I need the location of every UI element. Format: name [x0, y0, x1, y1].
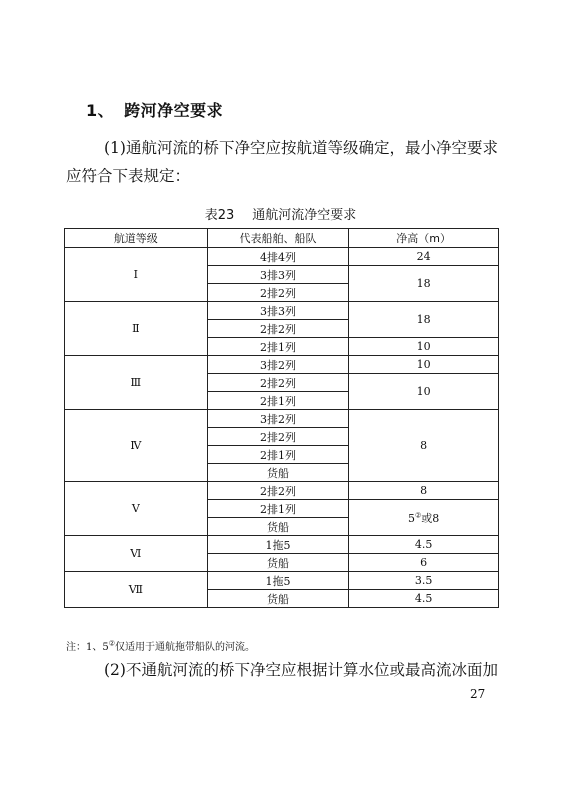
vessel-cell: 货船 — [207, 464, 349, 482]
table-body — [65, 248, 499, 608]
navigation-clearance-table — [64, 228, 499, 608]
table-caption-number: 表23 — [204, 208, 235, 223]
vessel-cell: 2排2列 — [207, 428, 349, 446]
height-cell: 24 — [349, 248, 499, 266]
height-suffix: 或8 — [421, 511, 440, 525]
vessel-cell: 2排1列 — [207, 446, 349, 464]
vessel-cell: 2排2列 — [207, 482, 349, 500]
vessel-cell: 2排2列 — [207, 284, 349, 302]
height-cell: 10 — [349, 374, 499, 410]
table-note — [66, 638, 255, 653]
grade-cell: Ⅰ — [65, 248, 208, 302]
height-cell: 10 — [349, 356, 499, 374]
table-row — [65, 410, 499, 428]
header-height: 净高（m） — [349, 229, 499, 248]
height-cell — [349, 500, 499, 536]
vessel-cell: 1拖5 — [207, 536, 349, 554]
vessel-cell: 3排3列 — [207, 266, 349, 284]
section-number: 1、 — [86, 101, 115, 120]
vessel-cell: 货船 — [207, 554, 349, 572]
height-cell: 18 — [349, 266, 499, 302]
vessel-cell: 3排2列 — [207, 410, 349, 428]
table-row — [65, 302, 499, 320]
vessel-cell: 2排1列 — [207, 392, 349, 410]
vessel-cell: 4排4列 — [207, 248, 349, 266]
height-cell: 8 — [349, 482, 499, 500]
page-number: 27 — [470, 687, 486, 701]
header-vessel: 代表船舶、船队 — [207, 229, 349, 248]
table-row — [65, 536, 499, 554]
vessel-cell: 3排2列 — [207, 356, 349, 374]
note-prefix: 注：1、5 — [66, 642, 109, 653]
table-row — [65, 482, 499, 500]
height-cell: 18 — [349, 302, 499, 338]
paragraph-2: (2)不通航河流的桥下净空应根据计算水位或最高流冰面加 — [104, 661, 498, 679]
grade-cell: Ⅲ — [65, 356, 208, 410]
height-cell: 4.5 — [349, 536, 499, 554]
height-cell: 10 — [349, 338, 499, 356]
vessel-cell: 2排2列 — [207, 374, 349, 392]
height-value: 5 — [408, 511, 416, 525]
header-grade: 航道等级 — [65, 229, 208, 248]
table-caption-title: 通航河流净空要求 — [252, 208, 357, 223]
grade-cell: Ⅶ — [65, 572, 208, 608]
section-heading — [86, 98, 223, 121]
note-text: 仅适用于通航拖带船队的河流。 — [115, 642, 256, 653]
vessel-cell: 2排2列 — [207, 320, 349, 338]
vessel-cell: 3排3列 — [207, 302, 349, 320]
paragraph-1: (1)通航河流的桥下净空应按航道等级确定，最小净空要求应符合下表规定： — [66, 139, 498, 185]
height-superscript: ② — [415, 510, 422, 519]
grade-cell: Ⅱ — [65, 302, 208, 356]
table-header-row — [65, 229, 499, 248]
height-cell: 3.5 — [349, 572, 499, 590]
grade-cell: Ⅴ — [65, 482, 208, 536]
table-caption — [0, 204, 561, 223]
height-cell: 6 — [349, 554, 499, 572]
table-row — [65, 356, 499, 374]
grade-cell: Ⅳ — [65, 410, 208, 482]
grade-cell: Ⅵ — [65, 536, 208, 572]
section-title: 跨河净空要求 — [124, 101, 224, 120]
vessel-cell: 货船 — [207, 590, 349, 608]
height-cell: 8 — [349, 410, 499, 482]
vessel-cell: 1拖5 — [207, 572, 349, 590]
vessel-cell: 货船 — [207, 518, 349, 536]
vessel-cell: 2排1列 — [207, 338, 349, 356]
note-superscript: ② — [108, 639, 116, 648]
vessel-cell: 2排1列 — [207, 500, 349, 518]
table-row — [65, 248, 499, 266]
table-row — [65, 572, 499, 590]
height-cell: 4.5 — [349, 590, 499, 608]
